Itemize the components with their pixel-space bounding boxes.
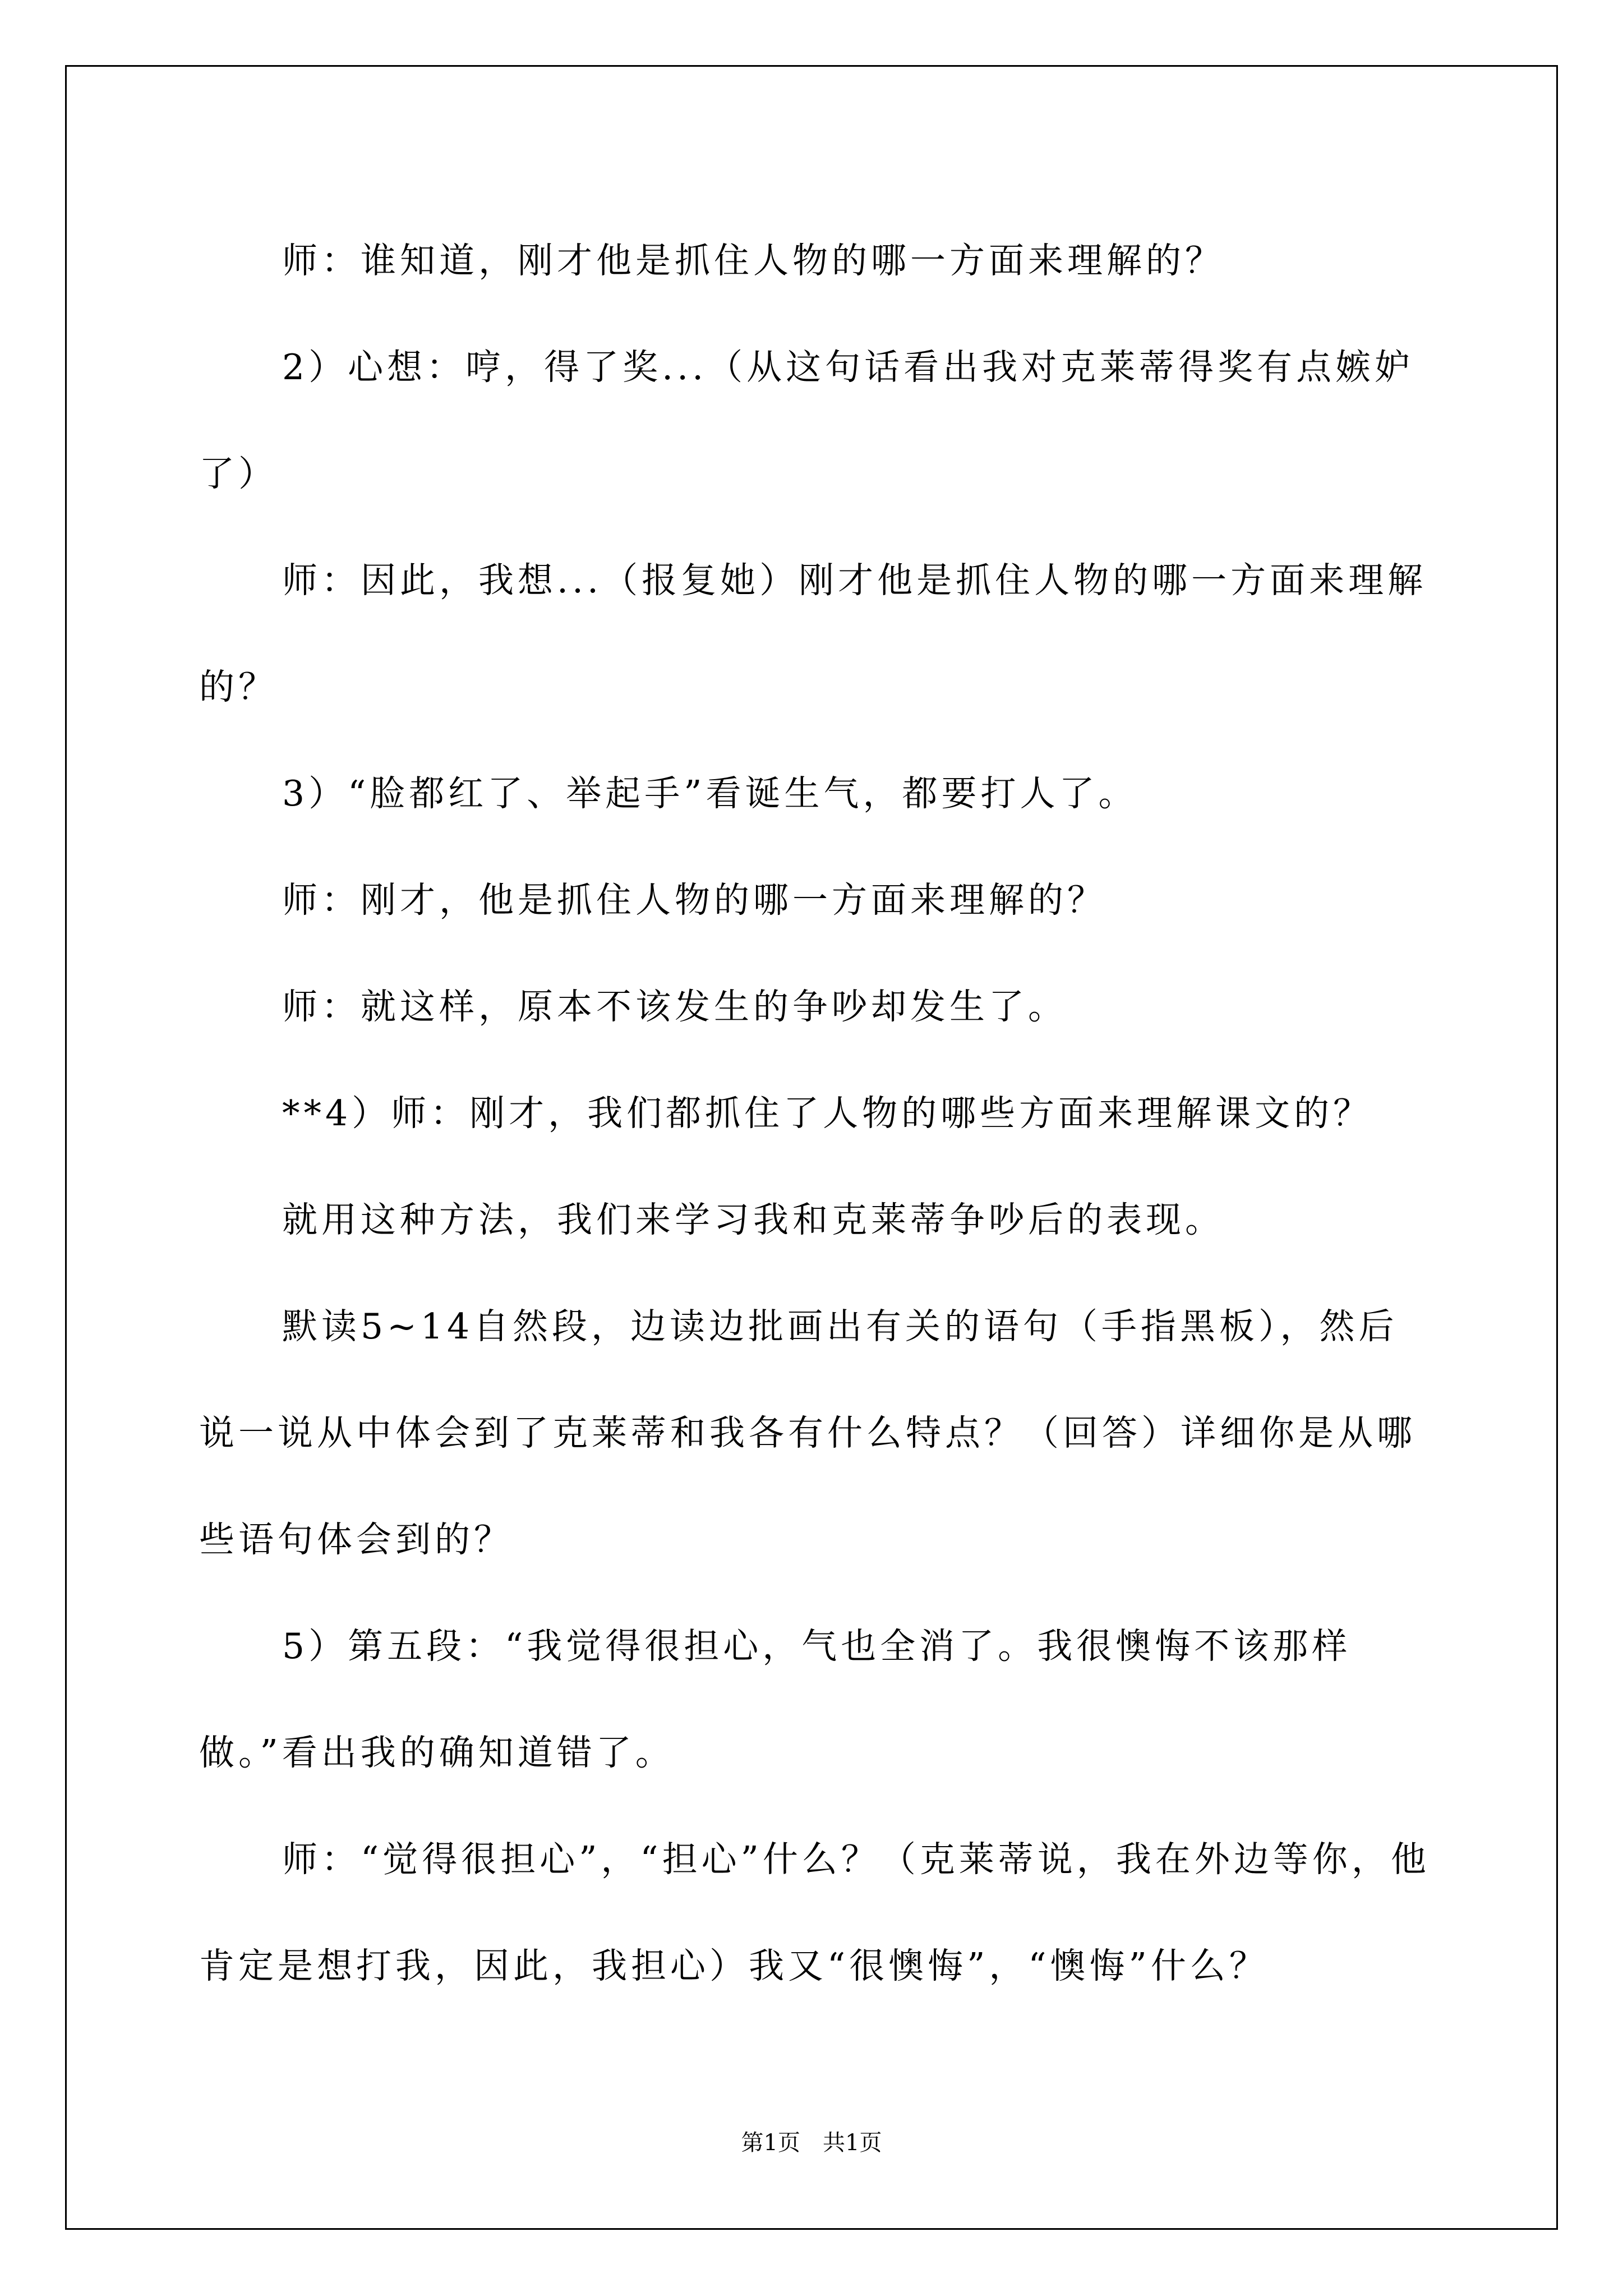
paragraph: **4）师：刚才，我们都抓住了人物的哪些方面来理解课文的？	[282, 1093, 1373, 1134]
paragraph: 师：“觉得很担心”，“担心”什么？（克莱蒂说，我在外边等你，他肯定是想打我，因此，我担心）我又“很懊悔”，“懊悔”什么？	[199, 1839, 1430, 1986]
paragraph: 2）心想：哼，得了奖...（从这句话看出我对克莱蒂得奖有点嫉妒了）	[199, 347, 1414, 494]
paragraph: 默读5~14自然段，边读边批画出有关的语句（手指黑板），然后说一说从中体会到了克莱蒂和我各有什么特点？（回答）详细你是从哪些语句体会到的？	[199, 1306, 1416, 1560]
paragraph: 师：因此，我想...（报复她）刚才他是抓住人物的哪一方面来理解的？	[199, 560, 1427, 707]
paragraph: 就用这种方法，我们来学习我和克莱蒂争吵后的表现。	[282, 1199, 1224, 1240]
page-number-total: 共1页	[823, 2130, 882, 2156]
paragraph: 师：就这样，原本不该发生的争吵却发生了。	[282, 986, 1067, 1027]
page-footer	[0, 2129, 1623, 2157]
paragraph: 师：刚才，他是抓住人物的哪一方面来理解的？	[282, 880, 1106, 921]
page-number-current: 第1页	[741, 2130, 800, 2156]
paragraph: 5）第五段：“我觉得很担心，气也全消了。我很懊悔不该那样做。”看出我的确知道错了。	[199, 1626, 1352, 1773]
paragraph: 师：谁知道，刚才他是抓住人物的哪一方面来理解的？	[282, 240, 1224, 281]
document-body	[199, 208, 1433, 2019]
paragraph: 3）“脸都红了、举起手”看诞生气，都要打人了。	[282, 773, 1138, 814]
